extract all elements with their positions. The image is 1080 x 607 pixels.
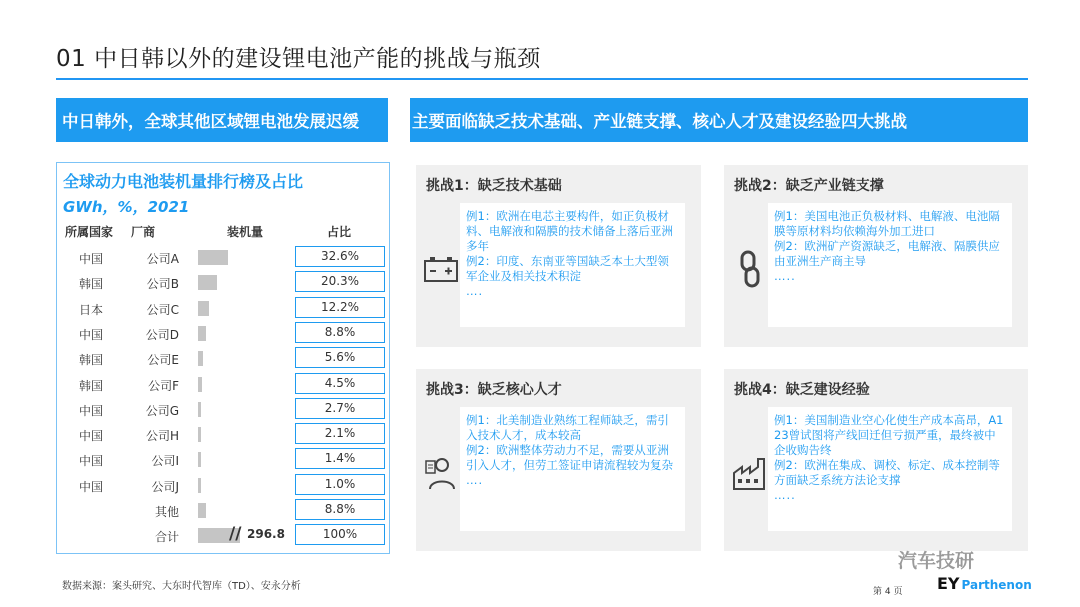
chain-link-icon bbox=[730, 249, 770, 289]
row-country: 中国 bbox=[79, 479, 104, 494]
chart-row bbox=[57, 397, 389, 422]
share-label: 1.4% bbox=[295, 448, 385, 469]
row-country: 韩国 bbox=[79, 353, 104, 368]
col-header-share: 占比 bbox=[327, 225, 352, 239]
row-country: 中国 bbox=[79, 252, 104, 266]
row-maker: 公司A bbox=[146, 252, 179, 266]
col-header-volume: 装机量 bbox=[227, 225, 264, 239]
chart-row bbox=[57, 447, 389, 472]
title-divider bbox=[56, 78, 1028, 80]
chart-row bbox=[57, 270, 389, 295]
col-header-country: 所属国家 bbox=[65, 225, 114, 239]
challenge-ellipsis: …. bbox=[466, 284, 484, 298]
brand-logo bbox=[937, 574, 1032, 593]
col-header-maker: 厂商 bbox=[131, 225, 156, 239]
share-label: 8.8% bbox=[295, 499, 385, 520]
volume-bar bbox=[198, 503, 206, 518]
challenge-ellipsis: ….. bbox=[774, 269, 796, 283]
row-maker: 其他 bbox=[154, 505, 179, 519]
row-country: 日本 bbox=[79, 302, 104, 317]
chart-row bbox=[57, 498, 389, 523]
row-maker: 公司E bbox=[147, 353, 179, 368]
challenge-example-card bbox=[768, 407, 1012, 531]
challenge-example-line: 例2：欧洲在集成、调校、标定、成本控制等方面缺乏系统方法论支撑 bbox=[774, 458, 1000, 487]
challenge-example-line: 例2：欧洲矿产资源缺乏，电解液、隔膜供应由亚洲生产商主导 bbox=[774, 239, 1000, 268]
row-maker: 合计 bbox=[154, 530, 179, 545]
row-maker: 公司D bbox=[145, 327, 179, 342]
row-country: 中国 bbox=[79, 403, 104, 418]
brand-sub: Parthenon bbox=[961, 578, 1032, 592]
volume-bar bbox=[198, 275, 217, 290]
challenge-ellipsis: …. bbox=[466, 473, 484, 487]
share-label: 5.6% bbox=[295, 347, 385, 368]
challenge-title: 挑战1：缺乏技术基础 bbox=[426, 178, 562, 194]
share-label: 20.3% bbox=[295, 271, 385, 292]
challenge-example-card bbox=[460, 203, 685, 327]
chart-row bbox=[57, 296, 389, 321]
volume-bar bbox=[198, 250, 228, 265]
volume-bar bbox=[198, 427, 201, 442]
chart-row bbox=[57, 321, 389, 346]
chart-row bbox=[57, 346, 389, 371]
volume-bar bbox=[198, 452, 201, 467]
factory-icon bbox=[730, 453, 770, 493]
volume-bar bbox=[198, 478, 201, 493]
share-label: 12.2% bbox=[295, 297, 385, 318]
volume-bar bbox=[198, 301, 209, 316]
brand-main: EY bbox=[937, 574, 960, 593]
row-country: 韩国 bbox=[79, 277, 104, 292]
right-banner: 主要面临缺乏技术基础、产业链支撑、核心人才及建设经验四大挑战 bbox=[410, 98, 1028, 142]
challenge-title: 挑战2：缺乏产业链支撑 bbox=[734, 178, 884, 194]
battery-icon bbox=[422, 249, 462, 289]
row-maker: 公司F bbox=[148, 378, 179, 393]
volume-bar bbox=[198, 351, 203, 366]
share-label: 100% bbox=[295, 524, 385, 545]
row-country: 中国 bbox=[79, 327, 104, 342]
share-label: 4.5% bbox=[295, 373, 385, 394]
challenge-panel-4 bbox=[724, 369, 1028, 551]
page-title: 01 中日韩以外的建设锂电池产能的挑战与瓶颈 bbox=[56, 46, 541, 72]
chart-subtitle: GWh，%，2021 bbox=[63, 198, 190, 216]
share-label: 2.1% bbox=[295, 423, 385, 444]
challenge-ellipsis: ….. bbox=[774, 488, 796, 502]
left-banner: 中日韩外，全球其他区域锂电池发展迟缓 bbox=[56, 98, 388, 142]
share-label: 1.0% bbox=[295, 474, 385, 495]
row-country: 中国 bbox=[79, 429, 104, 444]
challenge-example-line: 例2：印度、东南亚等国缺乏本土大型领军企业及相关技术积淀 bbox=[466, 254, 669, 283]
watermark-text: 汽车技研 bbox=[898, 550, 975, 572]
volume-bar bbox=[198, 402, 201, 417]
share-label: 2.7% bbox=[295, 398, 385, 419]
row-maker: 公司H bbox=[145, 429, 179, 444]
chart-row bbox=[57, 372, 389, 397]
total-volume-label: 296.8 bbox=[247, 527, 285, 542]
chart-row bbox=[57, 523, 389, 548]
battery-ranking-chart bbox=[56, 162, 390, 554]
challenge-example-line: 例1：北美制造业熟练工程师缺乏，需引入技术人才，成本较高 bbox=[466, 413, 669, 442]
row-maker: 公司I bbox=[151, 454, 179, 469]
axis-break-mark: // bbox=[229, 524, 242, 545]
challenge-example-line: 例1：美国电池正负极材料、电解液、电池隔膜等原材料均依赖海外加工进口 bbox=[774, 209, 1000, 238]
share-label: 32.6% bbox=[295, 246, 385, 267]
row-maker: 公司J bbox=[151, 479, 179, 494]
volume-bar bbox=[198, 326, 206, 341]
row-maker: 公司G bbox=[145, 403, 179, 418]
row-country: 韩国 bbox=[79, 378, 104, 393]
challenge-example-line: 例2：欧洲整体劳动力不足，需要从亚洲引入人才，但劳工签证申请流程较为复杂 bbox=[466, 443, 673, 472]
data-source-note: 数据来源：案头研究、大东时代智库（TD）、安永分析 bbox=[62, 581, 301, 592]
challenge-panel-3 bbox=[416, 369, 701, 551]
challenge-example-card bbox=[460, 407, 685, 531]
worker-icon bbox=[422, 453, 462, 493]
row-maker: 公司C bbox=[146, 302, 179, 317]
challenge-title: 挑战4：缺乏建设经验 bbox=[734, 382, 870, 398]
challenge-title: 挑战3：缺乏核心人才 bbox=[426, 382, 562, 398]
row-country: 中国 bbox=[79, 454, 104, 469]
share-label: 8.8% bbox=[295, 322, 385, 343]
challenge-panel-1 bbox=[416, 165, 701, 347]
challenge-example-line: 例1：欧洲在电芯主要构件，如正负极材料、电解液和隔膜的技术储备上落后亚洲多年 bbox=[466, 209, 673, 253]
row-maker: 公司B bbox=[146, 277, 179, 292]
challenge-panel-2 bbox=[724, 165, 1028, 347]
chart-row bbox=[57, 473, 389, 498]
volume-bar bbox=[198, 377, 202, 392]
challenge-example-card bbox=[768, 203, 1012, 327]
chart-row bbox=[57, 245, 389, 270]
chart-row bbox=[57, 422, 389, 447]
chart-title: 全球动力电池装机量排行榜及占比 bbox=[63, 172, 304, 191]
page-number: 第 4 页 bbox=[873, 587, 903, 597]
challenge-example-line: 例1：美国制造业空心化使生产成本高昂，A123曾试图将产线回迁但亏损严重，最终被中企收购告终 bbox=[774, 413, 1004, 457]
